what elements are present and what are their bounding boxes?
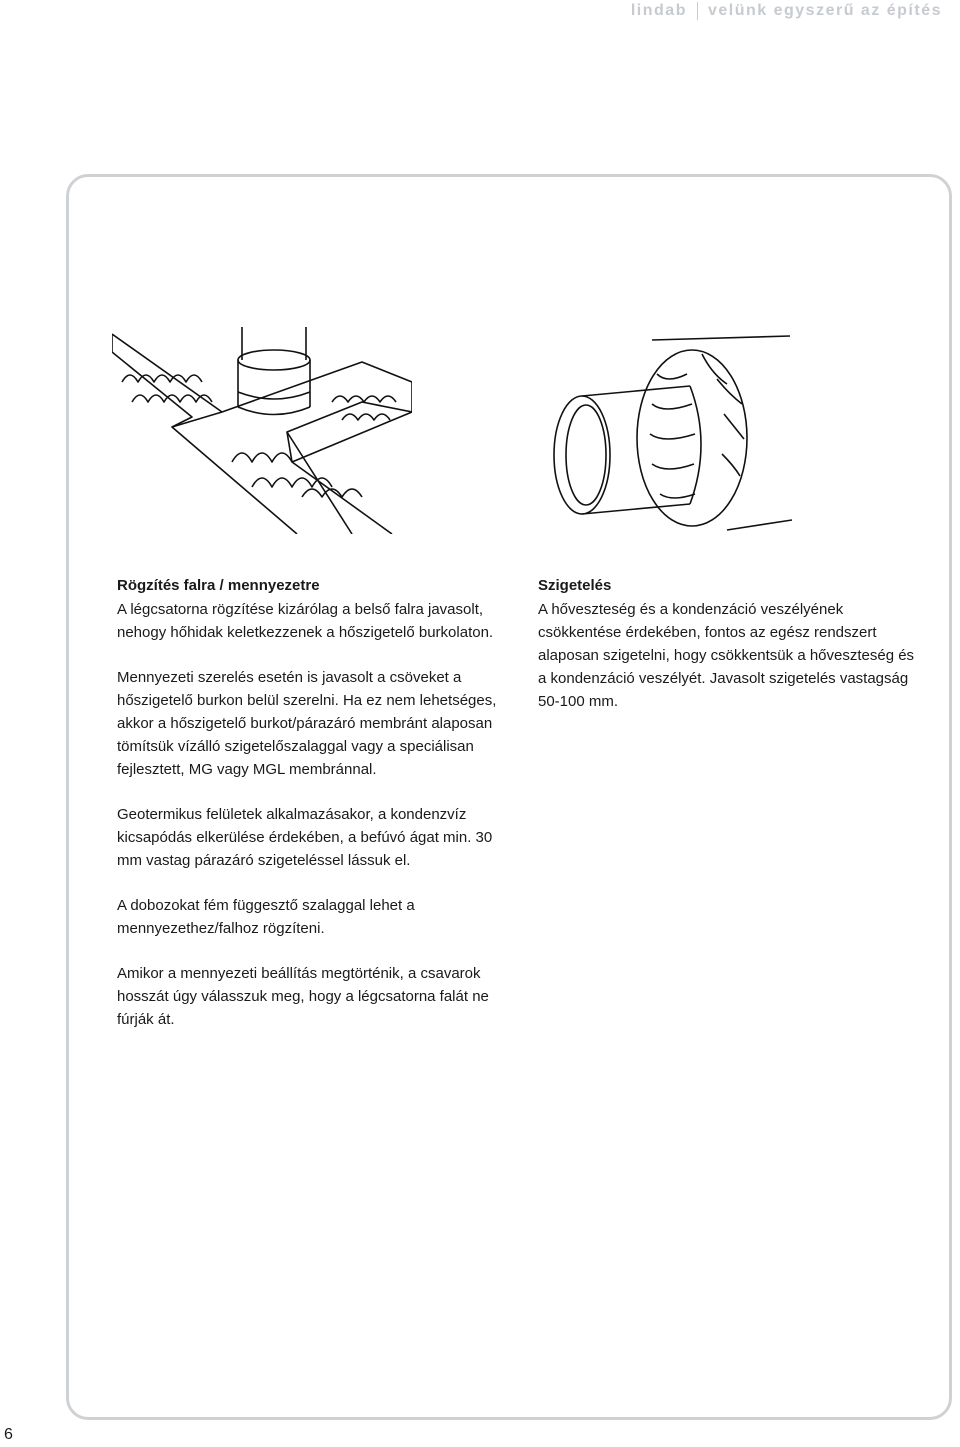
- insulation-paragraph: A hőveszteség és a kondenzáció veszélyének csökkentése érdekében, fontos az egész rendszert alaposan szigetelni, hogy csökkentsük a hőveszteség és a kondenzáció veszélyét. Javasolt szigetelés vastagság 50-100 mm.: [538, 601, 915, 710]
- mounting-paragraph: Mennyezeti szerelés esetén is javasolt a csöveket a hőszigetelő burkon belül szerelni. Ha ez nem lehetséges, akkor a hőszigetelő burkot/párazáró membránt alaposan tömítsük vízálló szigetelőszalaggal vagy a speciálisan fejlesztett, MG vagy MGL membránnal.: [117, 669, 497, 778]
- mounting-paragraph: A dobozokat fém függesztő szalaggal lehet a mennyezethez/falhoz rögzíteni.: [117, 897, 415, 937]
- page-header: [631, 0, 942, 22]
- header-divider: [697, 2, 698, 20]
- insulation-heading: Szigetelés: [538, 577, 612, 594]
- page-number: 6: [4, 1426, 13, 1443]
- ceiling-duct-illustration: [112, 322, 412, 534]
- mounting-paragraph: Geotermikus felületek alkalmazásakor, a kondenzvíz kicsapódás elkerülése érdekében, a befúvó ágat min. 30 mm vastag párazáró szigeteléssel lássuk el.: [117, 806, 493, 869]
- brand-name: lindab: [630, 2, 687, 19]
- mounting-paragraph: A légcsatorna rögzítése kizárólag a belső falra javasolt, nehogy hőhidak keletkezzenek a hőszigetelő burkolaton.: [117, 601, 494, 641]
- mounting-paragraph: Amikor a mennyezeti beállítás megtörténik, a csavarok hosszát úgy válasszuk meg, hogy a légcsatorna falát ne fúrják át.: [117, 965, 489, 1028]
- mounting-heading: Rögzítés falra / mennyezetre: [117, 577, 320, 594]
- insulated-duct-illustration: [542, 334, 792, 534]
- right-column: [538, 574, 918, 735]
- left-column: [117, 574, 517, 1053]
- brand-tagline: velünk egyszerű az építés: [707, 2, 942, 19]
